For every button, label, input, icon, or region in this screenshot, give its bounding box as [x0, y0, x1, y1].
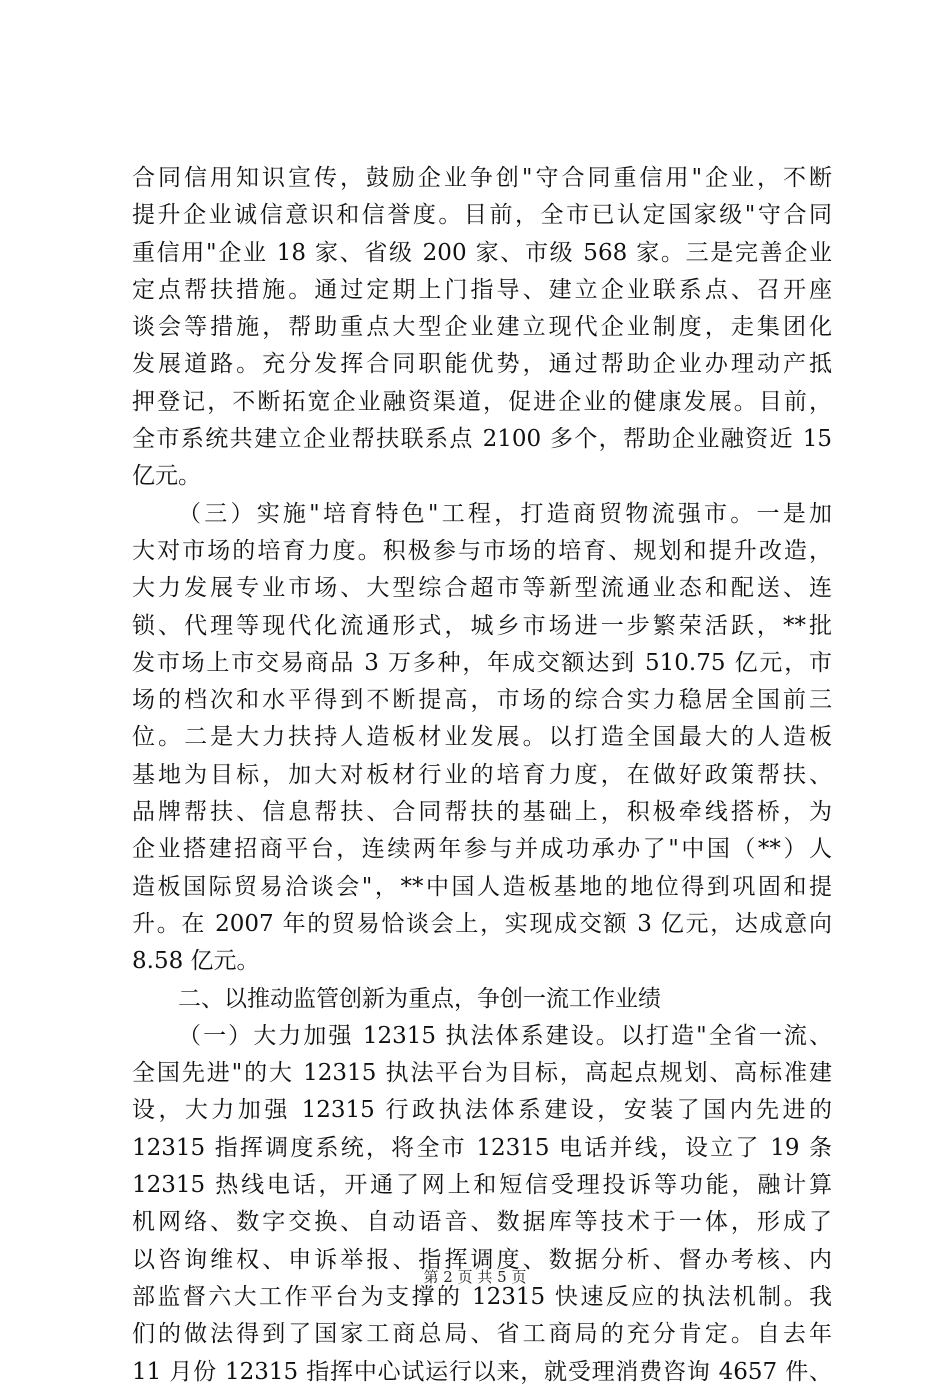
text-line: 全市系统共建立企业帮扶联系点 2100 多个，帮助企业融资近 15 — [132, 426, 832, 453]
text-line: 大力发展专业市场、大型综合超市等新型流通业态和配送、连 — [132, 575, 832, 602]
text-line: 场的档次和水平得到不断提高，市场的综合实力稳居全国前三 — [132, 687, 832, 714]
text-line: （三）实施"培育特色"工程，打造商贸物流强市。一是加 — [178, 500, 832, 527]
text-line: 们的做法得到了国家工商总局、省工商局的充分肯定。自去年 — [132, 1321, 832, 1348]
text-line: 基地为目标，加大对板材行业的培育力度，在做好政策帮扶、 — [132, 761, 832, 788]
text-line: 升。在 2007 年的贸易恰谈会上，实现成交额 3 亿元，达成意向 — [132, 910, 832, 937]
text-line: 品牌帮扶、信息帮扶、合同帮扶的基础上，积极牵线搭桥，为 — [132, 799, 832, 826]
text-line: 重信用"企业 18 家、省级 200 家、市级 568 家。三是完善企业 — [132, 239, 832, 266]
text-line: 以咨询维权、申诉举报、指挥调度、数据分析、督办考核、内 — [132, 1246, 832, 1273]
text-line: 提升企业诚信意识和信誉度。目前，全市已认定国家级"守合同 — [132, 202, 832, 229]
text-line: 定点帮扶措施。通过定期上门指导、建立企业联系点、召开座 — [132, 276, 832, 303]
text-line: 机网络、数字交换、自动语音、数据库等技术于一体，形成了 — [132, 1209, 832, 1236]
text-line: 企业搭建招商平台，连续两年参与并成功承办了"中国（**）人 — [132, 836, 832, 863]
text-line: 全国先进"的大 12315 执法平台为目标，高起点规划、高标准建 — [132, 1060, 832, 1087]
text-line: 位。二是大力扶持人造板材业发展。以打造全国最大的人造板 — [132, 724, 832, 751]
text-line: 8.58 亿元。 — [132, 948, 260, 975]
text-line: （一）大力加强 12315 执法体系建设。以打造"全省一流、 — [178, 1022, 832, 1049]
text-line: 12315 热线电话，开通了网上和短信受理投诉等功能，融计算 — [132, 1172, 832, 1199]
page-number-footer: 第 2 页 共 5 页 — [423, 1268, 527, 1286]
text-line: 亿元。 — [132, 463, 201, 490]
text-line: 12315 指挥调度系统，将全市 12315 电话并线，设立了 19 条 — [132, 1134, 832, 1161]
document-body — [132, 160, 832, 1391]
text-line: 发市场上市交易商品 3 万多种，年成交额达到 510.75 亿元，市 — [132, 649, 832, 676]
text-line: 合同信用知识宣传，鼓励企业争创"守合同重信用"企业，不断 — [132, 165, 832, 191]
text-line: 发展道路。充分发挥合同职能优势，通过帮助企业办理动产抵 — [132, 351, 832, 378]
text-line: 造板国际贸易洽谈会"，**中国人造板基地的地位得到巩固和提 — [132, 873, 832, 900]
text-line: 设，大力加强 12315 行政执法体系建设，安装了国内先进的 — [132, 1097, 832, 1124]
text-line: 押登记，不断拓宽企业融资渠道，促进企业的健康发展。目前， — [132, 388, 832, 415]
section-heading: 二、以推动监管创新为重点，争创一流工作业绩 — [178, 985, 661, 1012]
text-line: 大对市场的培育力度。积极参与市场的培育、规划和提升改造， — [132, 537, 832, 564]
text-line: 锁、代理等现代化流通形式，城乡市场进一步繁荣活跃，**批 — [132, 612, 832, 639]
text-line: 谈会等措施，帮助重点大型企业建立现代企业制度，走集团化 — [132, 314, 832, 341]
text-line: 11 月份 12315 指挥中心试运行以来，就受理消费咨询 4657 件、 — [132, 1358, 832, 1385]
text-line: 部监督六大工作平台为支撑的 12315 快速反应的执法机制。我 — [132, 1283, 832, 1310]
